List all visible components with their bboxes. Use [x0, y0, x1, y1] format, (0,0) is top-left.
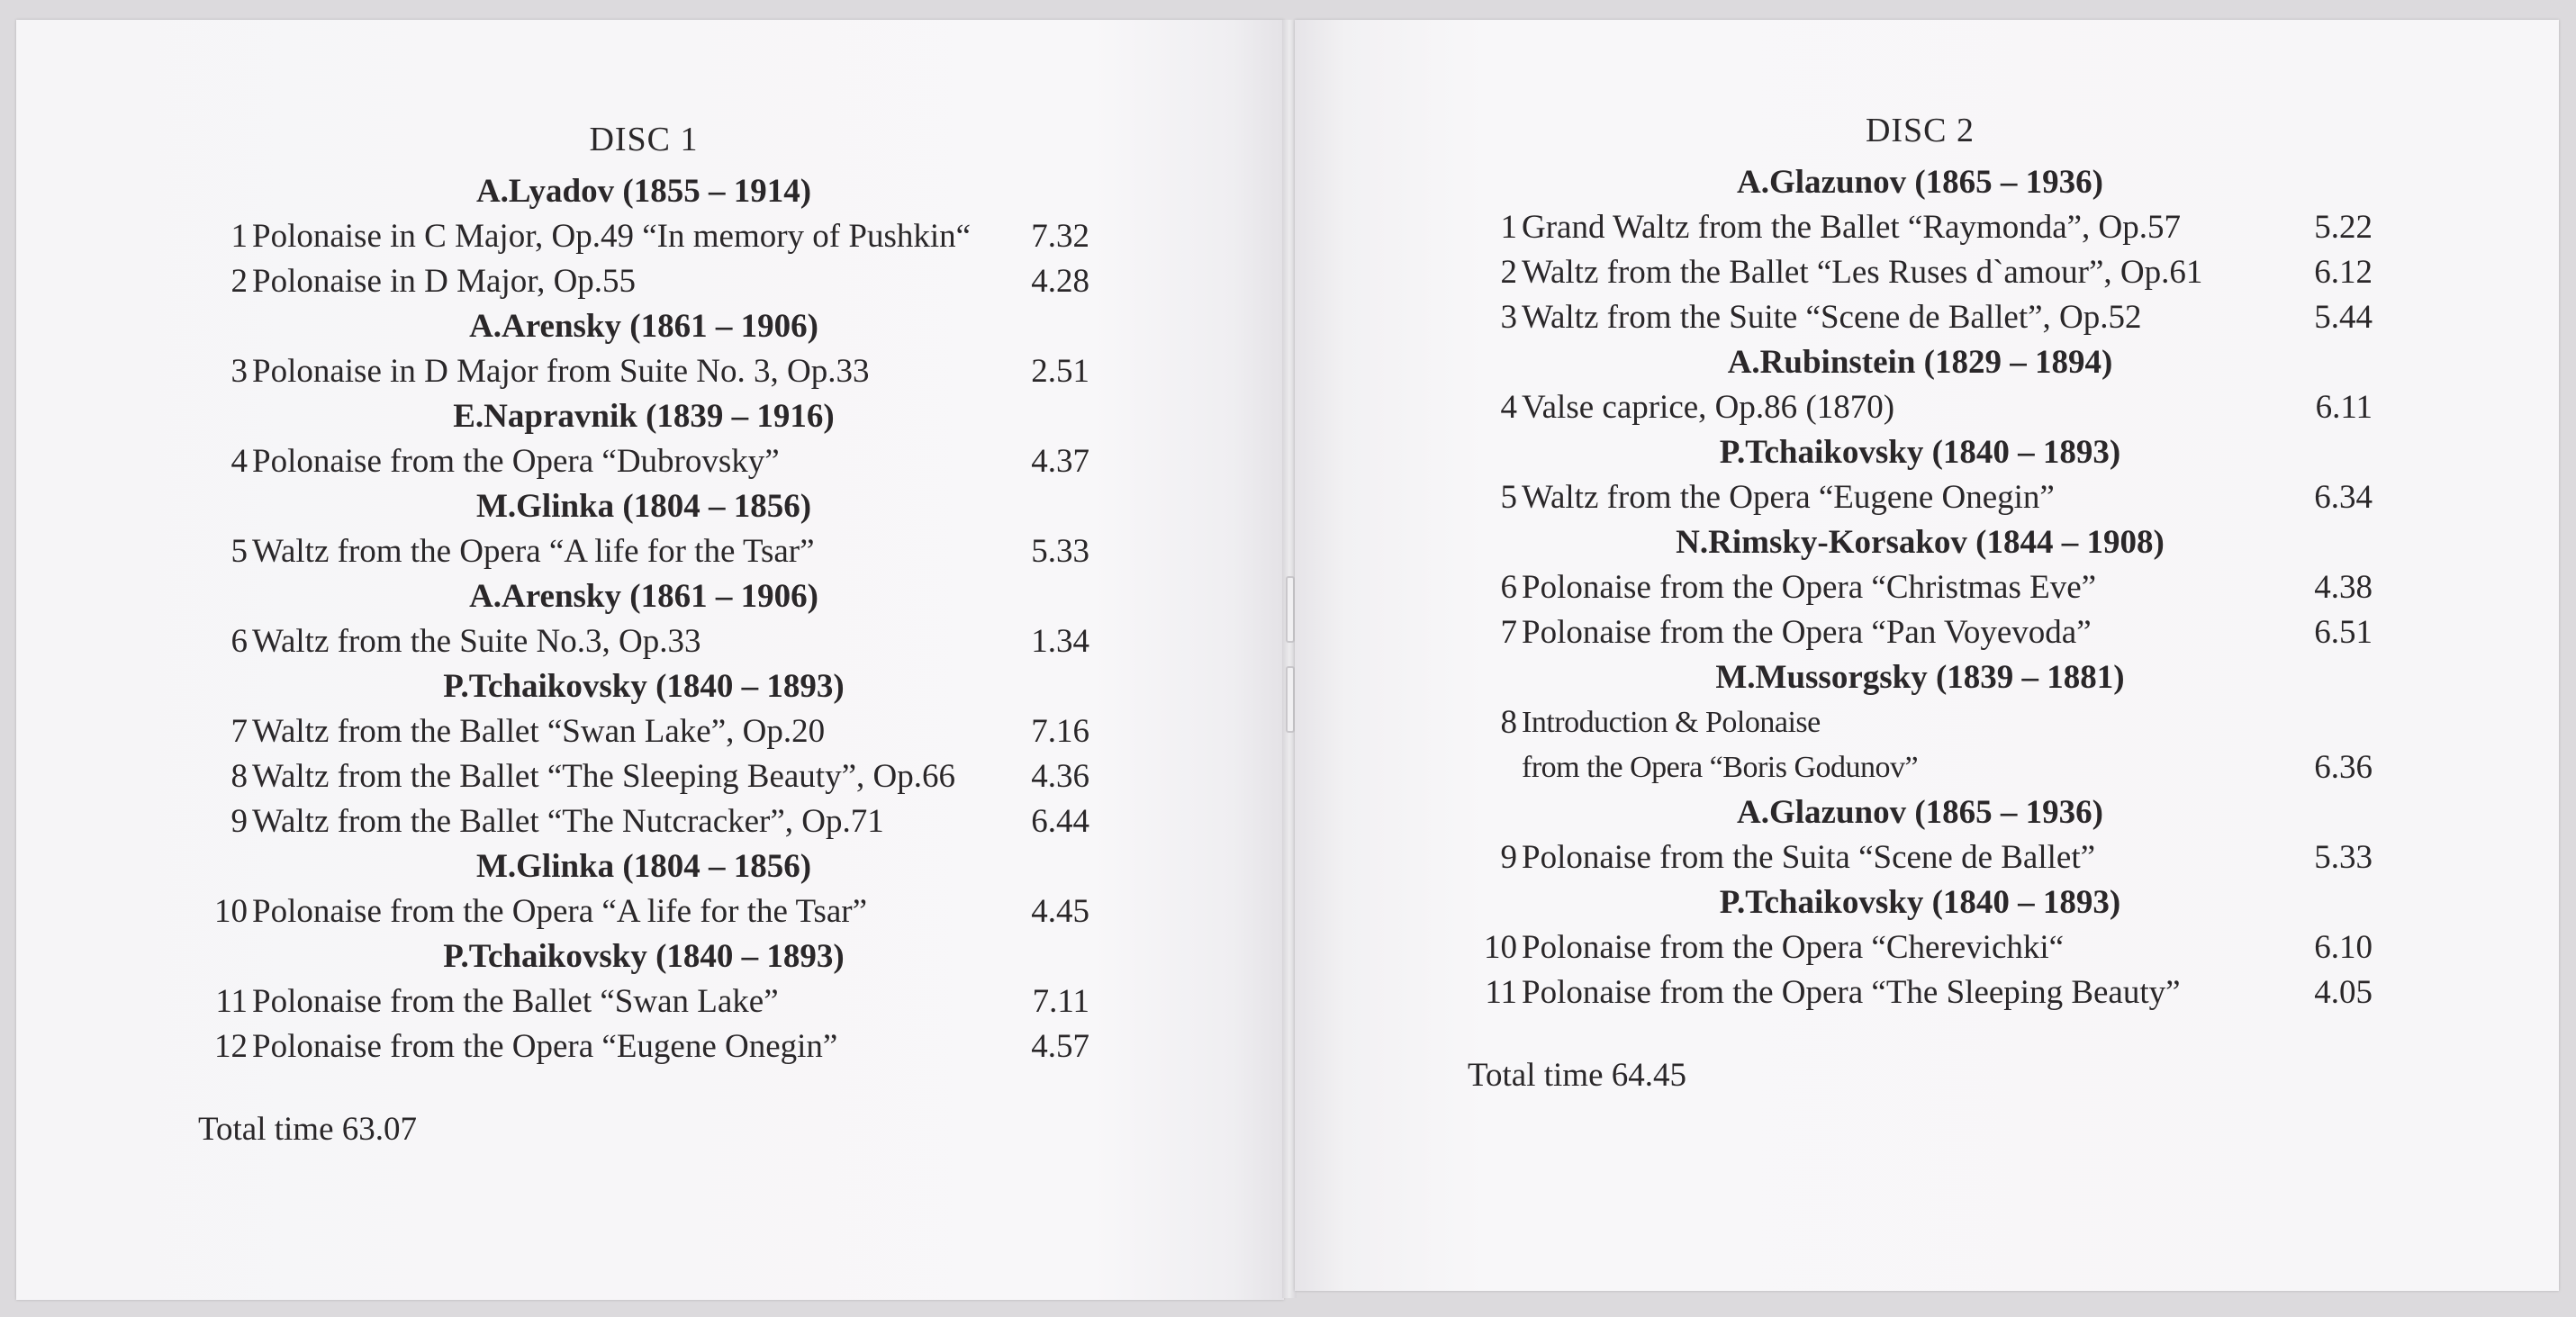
- track-duration: 7.32: [1031, 218, 1089, 255]
- track-row: [198, 619, 1089, 664]
- track-duration: 6.10: [2314, 929, 2373, 966]
- disc-1-total-time: Total time 63.07: [198, 1111, 418, 1148]
- track-number: 10: [1484, 929, 1517, 966]
- track-title: Introduction & Polonaise: [1522, 706, 1821, 739]
- track-row: [198, 889, 1089, 934]
- composer-heading: M.Glinka (1804 – 1856): [475, 488, 812, 525]
- track-title: Waltz from the Suite No.3, Op.33: [252, 623, 701, 660]
- track-number: 11: [1485, 974, 1517, 1011]
- track-duration: 5.33: [1031, 533, 1089, 570]
- track-duration: 6.11: [2315, 389, 2373, 426]
- track-title: Waltz from the Ballet “The Sleeping Beauty”, Op.66: [252, 758, 955, 795]
- track-number: 3: [1500, 299, 1517, 336]
- disc-2-sections: [1468, 160, 2373, 1015]
- track-duration: 4.37: [1031, 443, 1089, 480]
- track-number: 1: [1500, 209, 1517, 246]
- track-duration: 4.36: [1031, 758, 1089, 795]
- track-title: Polonaise from the Suita “Scene de Ballet”: [1522, 839, 2096, 876]
- composer-heading: A.Arensky (1861 – 1906): [469, 578, 818, 615]
- track-title: Polonaise from the Opera “Pan Voyevoda”: [1522, 614, 2092, 651]
- track-row: [198, 1024, 1089, 1069]
- composer-heading: P.Tchaikovsky (1840 – 1893): [1719, 434, 2121, 471]
- track-number: 5: [1500, 479, 1517, 516]
- track-duration: 2.51: [1031, 353, 1089, 390]
- track-number: 8: [230, 758, 248, 795]
- track-duration: 6.44: [1031, 803, 1089, 840]
- track-number: 7: [1500, 614, 1517, 651]
- track-row: [1468, 205, 2373, 250]
- track-number: 2: [230, 263, 248, 300]
- track-row: [1468, 475, 2373, 520]
- track-number: 1: [230, 218, 248, 255]
- track-number: 2: [1500, 254, 1517, 291]
- track-title: Grand Waltz from the Ballet “Raymonda”, Op.57: [1522, 209, 2182, 246]
- track-number: 6: [230, 623, 248, 660]
- track-duration: 4.05: [2314, 974, 2373, 1011]
- track-title: Waltz from the Opera “Eugene Onegin”: [1522, 479, 2055, 516]
- track-row: [198, 259, 1089, 304]
- track-duration: 4.45: [1031, 893, 1089, 930]
- track-title: Polonaise from the Opera “Christmas Eve”: [1522, 569, 2097, 606]
- disc-2-title: DISC 2: [1865, 112, 1975, 149]
- track-number: 7: [230, 713, 248, 750]
- staple-bottom: [1286, 666, 1295, 733]
- composer-heading: N.Rimsky-Korsakov (1844 – 1908): [1676, 524, 2165, 561]
- track-row: [198, 529, 1089, 574]
- track-duration: 7.11: [1032, 983, 1089, 1020]
- track-row: [1468, 970, 2373, 1015]
- track-number: 3: [230, 353, 248, 390]
- track-number: 9: [1500, 839, 1517, 876]
- track-duration: 7.16: [1031, 713, 1089, 750]
- track-title: Polonaise from the Ballet “Swan Lake”: [252, 983, 779, 1020]
- composer-heading: P.Tchaikovsky (1840 – 1893): [1719, 884, 2121, 921]
- track-title: Polonaise from the Opera “Cherevichki“: [1522, 929, 2065, 966]
- track-title: Polonaise in C Major, Op.49 “In memory of Pushkin“: [252, 218, 972, 255]
- track-title: Polonaise in D Major, Op.55: [252, 263, 637, 300]
- composer-heading: M.Mussorgsky (1839 – 1881): [1715, 659, 2125, 696]
- track-row: [198, 349, 1089, 394]
- track-number: 10: [214, 893, 248, 930]
- composer-heading: A.Rubinstein (1829 – 1894): [1727, 344, 2113, 381]
- track-duration: 4.28: [1031, 263, 1089, 300]
- disc-2-tracklist: [1468, 108, 2373, 1098]
- track-row: [198, 979, 1089, 1024]
- track-row: [1468, 700, 2373, 790]
- staple-top: [1286, 576, 1295, 643]
- track-title: Polonaise from the Opera “Eugene Onegin”: [252, 1028, 838, 1065]
- track-duration: 6.36: [2314, 749, 2373, 786]
- disc-1-sections: [198, 169, 1089, 1069]
- track-row: [1468, 250, 2373, 295]
- track-number: 8: [1500, 704, 1517, 741]
- track-number: 6: [1500, 569, 1517, 606]
- track-number: 4: [230, 443, 248, 480]
- track-title: Polonaise in D Major from Suite No. 3, Op.33: [252, 353, 870, 390]
- track-title: Waltz from the Ballet “Les Ruses d`amour”, Op.61: [1522, 254, 2203, 291]
- disc-1-tracklist: [198, 117, 1089, 1152]
- track-title: Valse caprice, Op.86 (1870): [1522, 389, 1895, 426]
- composer-heading: P.Tchaikovsky (1840 – 1893): [443, 668, 845, 705]
- composer-heading: A.Arensky (1861 – 1906): [469, 308, 818, 345]
- track-duration: 6.12: [2314, 254, 2373, 291]
- disc-2-total-time: Total time 64.45: [1468, 1057, 1687, 1094]
- track-title: Polonaise from the Opera “Dubrovsky”: [252, 443, 780, 480]
- track-title: Waltz from the Ballet “Swan Lake”, Op.20: [252, 713, 826, 750]
- track-number: 5: [230, 533, 248, 570]
- composer-heading: P.Tchaikovsky (1840 – 1893): [443, 938, 845, 975]
- track-title: Waltz from the Opera “A life for the Tsar”: [252, 533, 815, 570]
- disc-1-title: DISC 1: [589, 121, 699, 158]
- track-row: [198, 214, 1089, 259]
- track-row: [1468, 295, 2373, 340]
- track-duration: 6.51: [2314, 614, 2373, 651]
- track-number: 12: [214, 1028, 248, 1065]
- track-number: 9: [230, 803, 248, 840]
- track-title: Polonaise from the Opera “A life for the Tsar”: [252, 893, 868, 930]
- track-row: [1468, 835, 2373, 880]
- track-number: 4: [1500, 389, 1517, 426]
- track-title-continued: from the Opera “Boris Godunov”: [1522, 751, 1919, 784]
- track-duration: 4.38: [2314, 569, 2373, 606]
- composer-heading: A.Glazunov (1865 – 1936): [1737, 794, 2103, 831]
- track-row: [1468, 385, 2373, 430]
- track-row: [1468, 610, 2373, 655]
- track-title: Waltz from the Ballet “The Nutcracker”, Op.71: [252, 803, 884, 840]
- track-row: [198, 709, 1089, 754]
- track-row: [198, 754, 1089, 799]
- track-number: 11: [215, 983, 248, 1020]
- track-duration: 5.33: [2314, 839, 2373, 876]
- composer-heading: E.Napravnik (1839 – 1916): [453, 398, 835, 435]
- composer-heading: A.Lyadov (1855 – 1914): [475, 173, 812, 210]
- track-title: Waltz from the Suite “Scene de Ballet”, Op.52: [1522, 299, 2142, 336]
- composer-heading: M.Glinka (1804 – 1856): [475, 848, 812, 885]
- track-duration: 4.57: [1031, 1028, 1089, 1065]
- track-row: [1468, 925, 2373, 970]
- track-duration: 1.34: [1031, 623, 1089, 660]
- track-duration: 5.22: [2314, 209, 2373, 246]
- track-row: [198, 439, 1089, 484]
- track-duration: 5.44: [2314, 299, 2373, 336]
- track-duration: 6.34: [2314, 479, 2373, 516]
- track-title: Polonaise from the Opera “The Sleeping Beauty”: [1522, 974, 2181, 1011]
- composer-heading: A.Glazunov (1865 – 1936): [1737, 164, 2103, 201]
- track-row: [198, 799, 1089, 844]
- track-row: [1468, 565, 2373, 610]
